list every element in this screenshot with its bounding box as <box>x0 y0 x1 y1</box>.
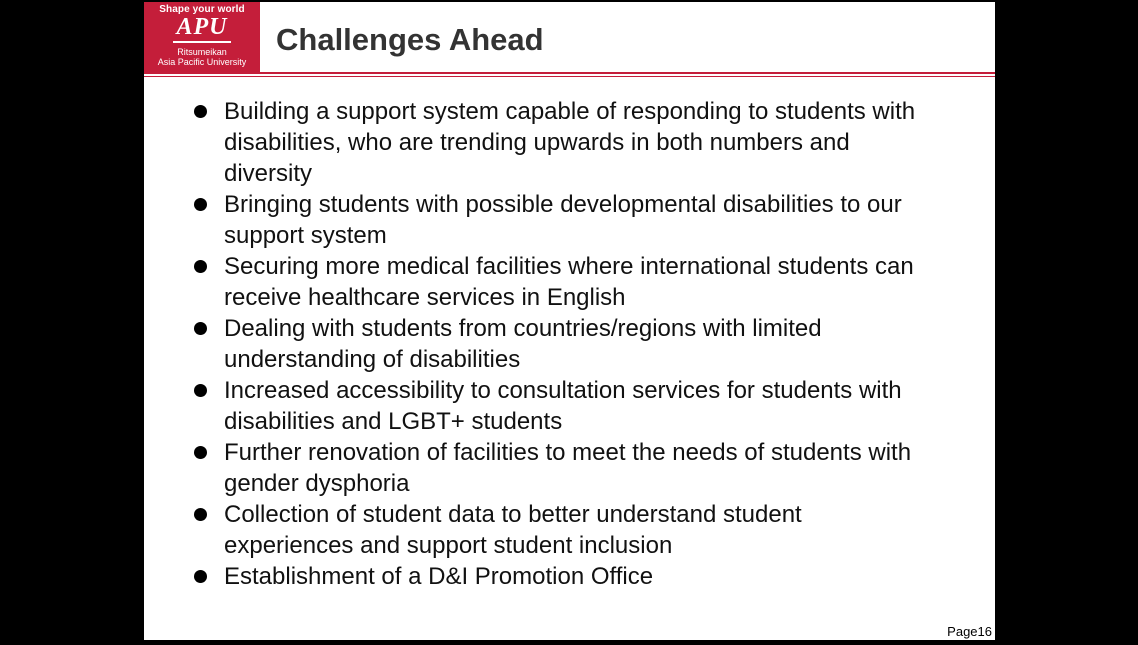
page-number: Page16 <box>947 624 992 639</box>
apu-logo <box>144 2 260 72</box>
bullet-text: Building a support system capable of responding to students with disabilities, who are trending upwards in both numbers and diversity <box>224 98 916 187</box>
bullet-item <box>192 189 932 251</box>
header-rule-thick <box>144 72 995 74</box>
bullet-item <box>192 375 932 437</box>
logo-mark: APU <box>176 14 228 40</box>
header-rule-thin <box>144 76 995 77</box>
bullet-item <box>192 499 932 561</box>
bullet-list <box>192 96 932 592</box>
bullet-text: Bringing students with possible developmental disabilities to our support system <box>224 191 902 249</box>
bullet-item <box>192 561 932 592</box>
bullet-item <box>192 437 932 499</box>
bullet-dot-icon <box>194 322 207 335</box>
bullet-text: Securing more medical facilities where international students can receive healthcare services in English <box>224 253 914 311</box>
bullet-dot-icon <box>194 198 207 211</box>
bullet-dot-icon <box>194 508 207 521</box>
bullet-text: Establishment of a D&I Promotion Office <box>224 563 654 590</box>
bullet-text: Dealing with students from countries/regions with limited understanding of disabilities <box>224 315 822 373</box>
logo-university-line1: Ritsumeikan <box>177 47 227 57</box>
bullet-dot-icon <box>194 384 207 397</box>
bullet-dot-icon <box>194 446 207 459</box>
bullet-dot-icon <box>194 570 207 583</box>
bullet-item <box>192 313 932 375</box>
bullet-item <box>192 96 932 189</box>
slide-title: Challenges Ahead <box>276 22 544 57</box>
bullet-dot-icon <box>194 105 207 118</box>
slide <box>144 2 995 640</box>
logo-underline <box>173 41 231 43</box>
logo-tagline: Shape your world <box>159 4 245 15</box>
bullet-text: Increased accessibility to consultation services for students with disabilities and LGBT+ students <box>224 377 902 435</box>
logo-university-line2: Asia Pacific University <box>157 57 247 67</box>
bullet-text: Further renovation of facilities to meet the needs of students with gender dysphoria <box>224 439 912 497</box>
bullet-item <box>192 251 932 313</box>
bullet-dot-icon <box>194 260 207 273</box>
bullet-text: Collection of student data to better understand student experiences and support student inclusion <box>224 501 802 559</box>
